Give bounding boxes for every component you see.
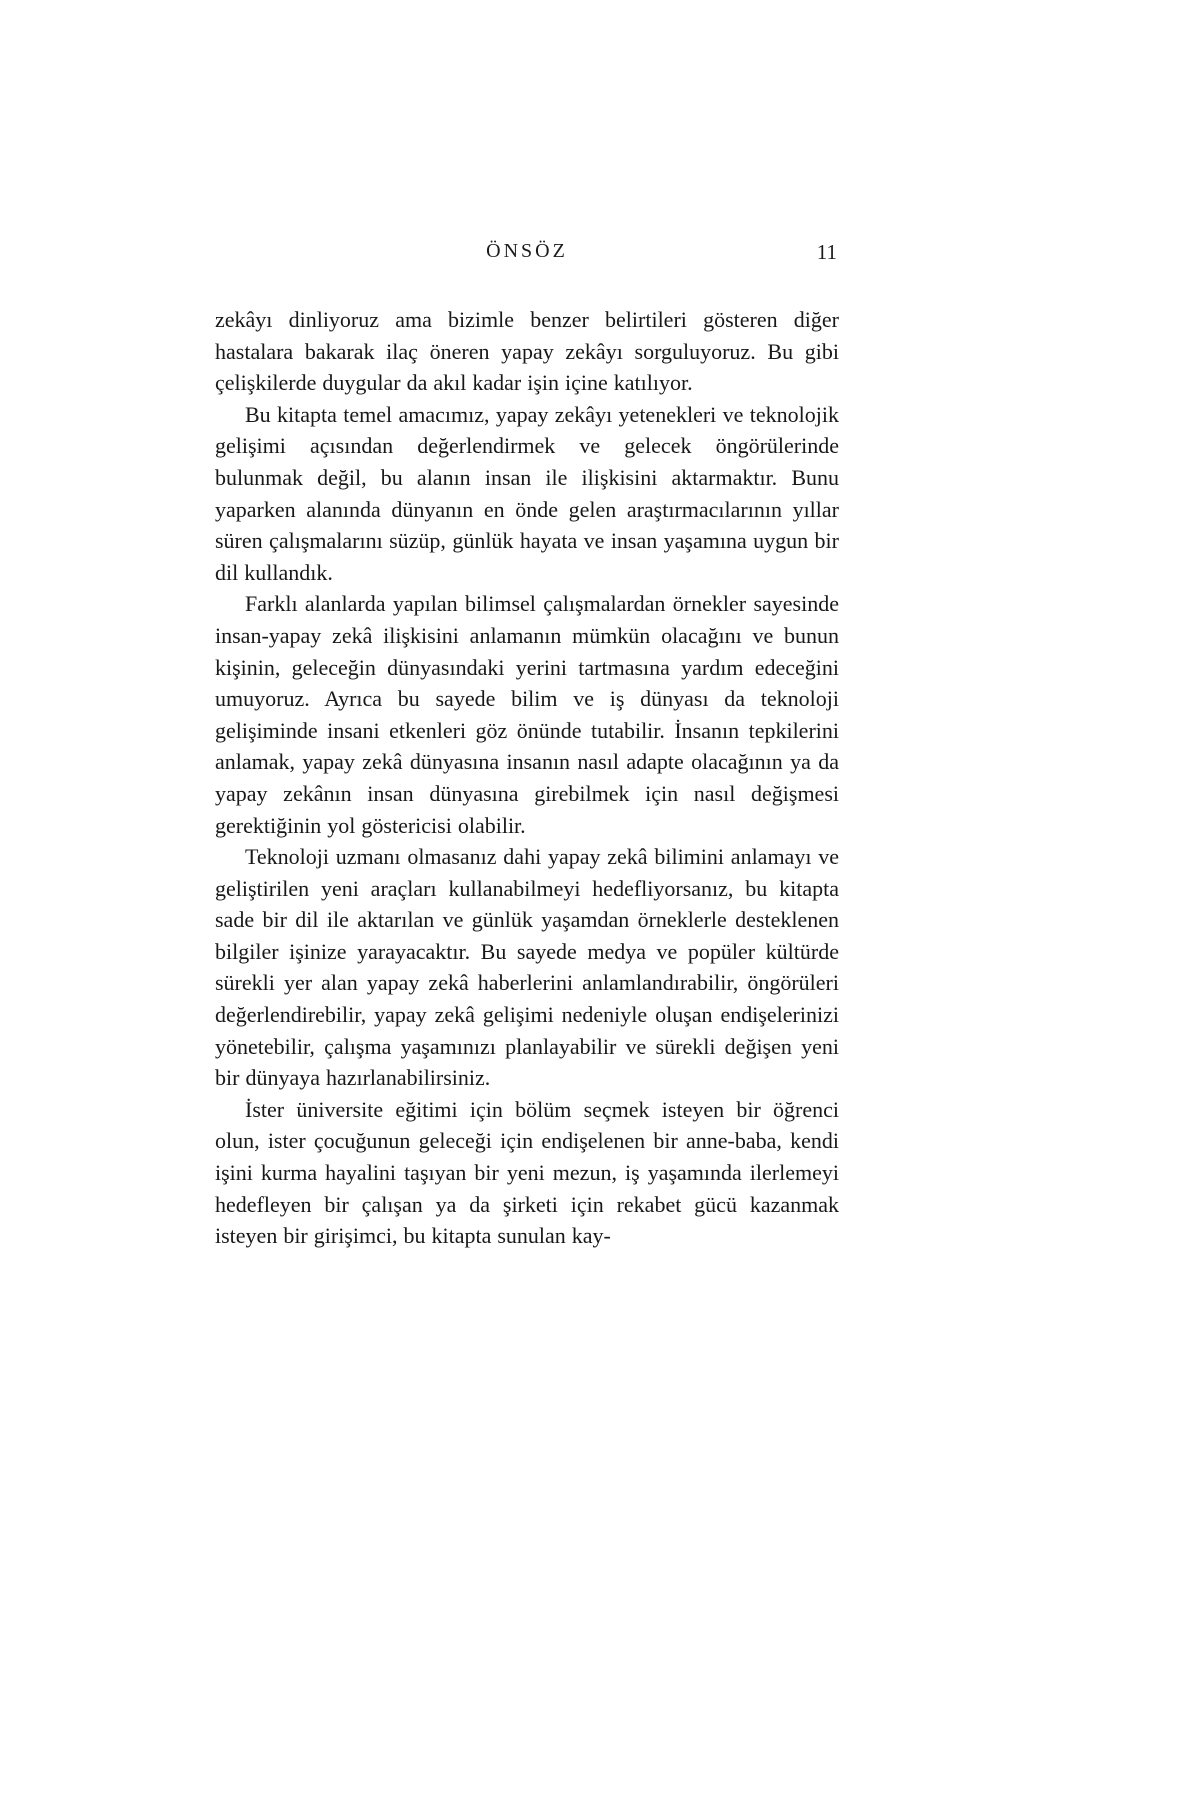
paragraph: Farklı alanlarda yapılan bilimsel çalışmalardan örnekler sayesinde insan-yapay zekâ ilişkisini anlamanın mümkün olacağını ve bunun kişinin, geleceğin dünyasındaki yerini tartmasına yardım edeceğini umuyoruz. Ayrıca bu sayede bilim ve iş dünyası da teknoloji gelişiminde insani etkenleri göz önünde tutabilir. İnsanın tepkilerini anlamak, yapay zekâ dünyasına insanın nasıl adapte olacağının ya da yapay zekânın insan dünyasına girebilmek için nasıl değişmesi gerektiğinin yol göstericisi olabilir. <box>215 591 839 838</box>
paragraph: Bu kitapta temel amacımız, yapay zekâyı yetenekleri ve teknolojik gelişimi açısından değerlendirmek ve gelecek öngörülerinde bulunmak değil, bu alanın insan ile ilişkisini aktarmaktır. Bunu yaparken alanında dünyanın en önde gelen araştırmacılarının yıllar süren çalışmalarını süzüp, günlük hayata ve insan yaşamına uygun bir dil kullandık. <box>215 401 839 585</box>
running-head <box>215 240 839 270</box>
paragraph: zekâyı dinliyoruz ama bizimle benzer belirtileri gösteren diğer hastalara bakarak ilaç öneren yapay zekâyı sorguluyoruz. Bu gibi çelişkilerde duygular da akıl kadar işin içine katılıyor. <box>215 307 839 396</box>
body-text <box>215 304 839 1252</box>
page-number: 11 <box>816 240 837 264</box>
paragraph: İster üniversite eğitimi için bölüm seçmek isteyen bir öğrenci olun, ister çocuğunun geleceği için endişelenen bir anne-baba, kendi işini kurma hayalini taşıyan bir yeni mezun, iş yaşamında ilerlemeyi hedefleyen bir çalışan ya da şirketi için rekabet gücü kazanmak isteyen bir girişimci, bu kitapta sunulan kay- <box>215 1096 839 1249</box>
paragraph: Teknoloji uzmanı olmasanız dahi yapay zekâ bilimini anlamayı ve geliştirilen yeni araçları kullanabilmeyi hedefliyorsanız, bu kitapta sade bir dil ile aktarılan ve günlük yaşamdan örneklerle desteklenen bilgiler işinize yarayacaktır. Bu sayede medya ve popüler kültürde sürekli yer alan yapay zekâ haberlerini anlamlandırabilir, öngörüleri değerlendirebilir, yapay zekâ gelişimi nedeniyle oluşan endişelerinizi yönetebilir, çalışma yaşamınızı planlayabilir ve sürekli değişen yeni bir dünyaya hazırlanabilirsiniz. <box>215 844 839 1091</box>
chapter-title: ÖNSÖZ <box>486 240 568 262</box>
text-column <box>215 240 839 1252</box>
